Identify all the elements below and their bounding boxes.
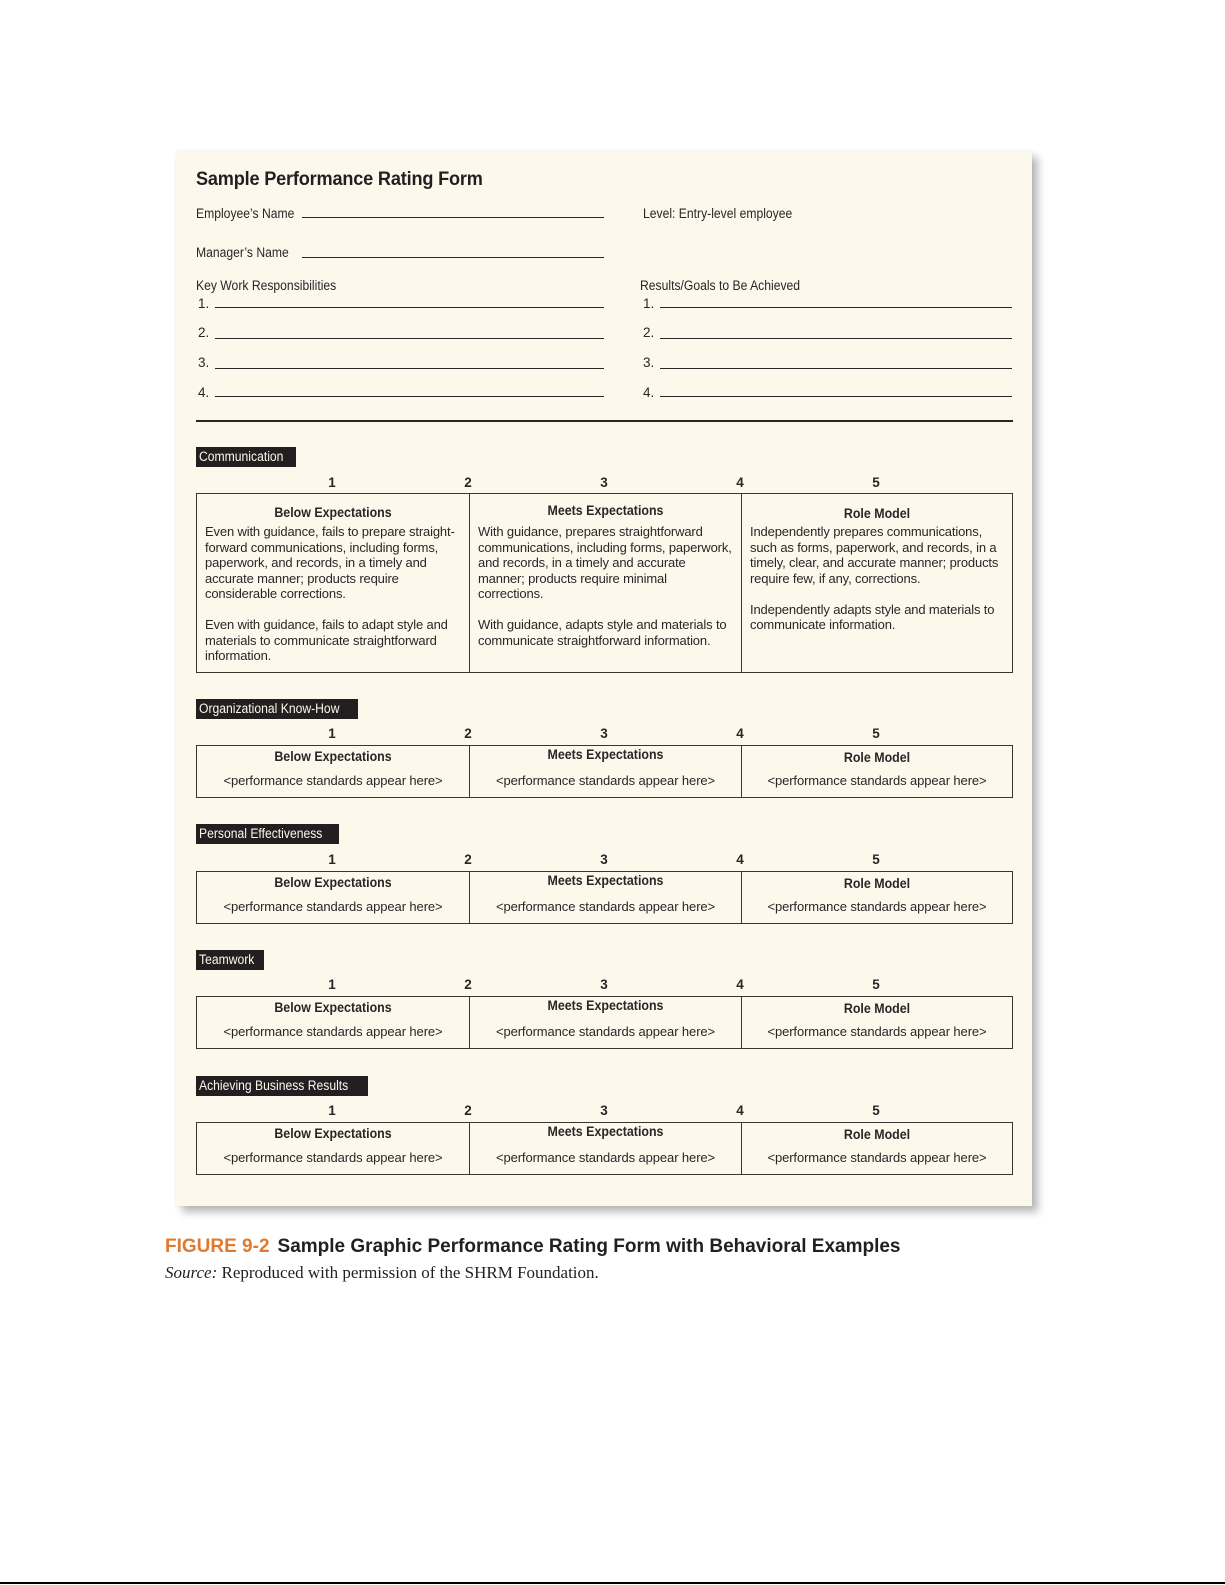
column-header: Below Expectations [274,1126,392,1141]
responsibility-field-1[interactable] [215,307,604,308]
goal-field-3[interactable] [660,368,1012,369]
responsibility-number: 3. [198,355,210,370]
column-header: Meets Expectations [547,998,664,1013]
responsibility-number: 1. [198,296,210,311]
column-role-model [741,746,1012,797]
rating-grid [196,745,1013,798]
rating-4[interactable]: 4 [736,1103,744,1118]
figure-title: Sample Graphic Performance Rating Form with Behavioral Examples [277,1236,901,1257]
column-below-expectations [197,746,469,797]
rating-grid [196,1122,1013,1175]
column-header: Below Expectations [274,749,392,764]
rating-2[interactable]: 2 [464,475,472,490]
rating-1[interactable]: 1 [328,852,336,867]
rating-grid [196,493,1013,673]
column-role-model [741,1123,1012,1174]
rating-grid [196,996,1013,1049]
rating-4[interactable]: 4 [736,977,744,992]
column-header: Below Expectations [274,875,392,890]
column-header: Meets Expectations [547,1124,664,1139]
rating-2[interactable]: 2 [464,1103,472,1118]
rating-5[interactable]: 5 [872,852,880,867]
rating-3[interactable]: 3 [600,475,608,490]
form-title: Sample Performance Rating Form [196,168,483,190]
performance-standards-placeholder: <performance standards appear here> [495,1024,716,1039]
column-header: Meets Expectations [547,503,664,518]
rating-3[interactable]: 3 [600,852,608,867]
rating-5[interactable]: 5 [872,475,880,490]
goal-field-2[interactable] [660,338,1012,339]
section-label: Organizational Know-How [196,699,358,719]
level-label: Level: Entry-level employee [643,206,793,221]
source-text: Reproduced with permission of the SHRM Foundation. [217,1263,599,1282]
column-meets-expectations [469,494,741,672]
goal-number: 3. [643,355,655,370]
rating-5[interactable]: 5 [872,1103,880,1118]
rating-1[interactable]: 1 [328,726,336,741]
goal-field-4[interactable] [660,396,1012,397]
column-header: Role Model [843,750,911,765]
responsibility-field-4[interactable] [215,396,604,397]
section-divider [196,420,1013,422]
rating-scale [196,726,1013,742]
rating-2[interactable]: 2 [464,977,472,992]
column-meets-expectations [469,746,741,797]
rating-3[interactable]: 3 [600,977,608,992]
behavior-example: Even with guidance, fails to adapt style and materials to communicate straightforward information. [205,617,448,663]
performance-standards-placeholder: <performance standards appear here> [495,773,716,788]
figure-source [165,1263,599,1283]
rating-3[interactable]: 3 [600,1103,608,1118]
column-meets-expectations [469,872,741,923]
rating-scale [196,475,1013,491]
column-header: Role Model [843,876,911,891]
performance-standards-placeholder: <performance standards appear here> [223,1150,443,1165]
goal-number: 1. [643,296,655,311]
performance-standards-placeholder: <performance standards appear here> [767,899,987,914]
goal-field-1[interactable] [660,307,1012,308]
responsibility-number: 2. [198,325,210,340]
results-label: Results/Goals to Be Achieved [640,278,801,293]
employee-name-field[interactable] [302,217,604,218]
key-work-label: Key Work Responsibilities [196,278,337,293]
section-label: Communication [196,447,296,467]
behavior-example: With guidance, prepares straightforward communications, including forms, paperwork, and records, in a timely and accurate manner; products require minimal corrections. [478,524,732,601]
column-role-model [741,997,1012,1048]
goal-number: 2. [643,325,655,340]
performance-standards-placeholder: <performance standards appear here> [767,773,987,788]
page-bottom-rule [0,1582,1225,1584]
column-meets-expectations [469,997,741,1048]
rating-grid [196,871,1013,924]
responsibility-number: 4. [198,385,210,400]
column-header: Below Expectations [274,1000,392,1015]
column-header: Role Model [843,1001,911,1016]
responsibility-field-3[interactable] [215,368,604,369]
rating-1[interactable]: 1 [328,977,336,992]
rating-4[interactable]: 4 [736,475,744,490]
behavior-example: Independently adapts style and materials to communicate information. [750,601,995,632]
column-header: Meets Expectations [547,747,664,762]
goal-number: 4. [643,385,655,400]
source-label: Source: [165,1263,218,1282]
rating-scale [196,852,1013,868]
column-below-expectations [197,1123,469,1174]
rating-1[interactable]: 1 [328,1103,336,1118]
performance-standards-placeholder: <performance standards appear here> [495,1150,716,1165]
rating-1[interactable]: 1 [328,475,336,490]
performance-standards-placeholder: <performance standards appear here> [223,773,443,788]
column-below-expectations [197,997,469,1048]
rating-3[interactable]: 3 [600,726,608,741]
column-role-model [741,494,1012,672]
figure-number: FIGURE 9-2 [165,1236,270,1257]
rating-5[interactable]: 5 [872,977,880,992]
column-below-expectations [197,872,469,923]
section-label: Achieving Business Results [196,1076,368,1096]
figure-caption [165,1236,901,1258]
performance-standards-placeholder: <performance standards appear here> [767,1024,987,1039]
performance-standards-placeholder: <performance standards appear here> [767,1150,987,1165]
section-label: Personal Effectiveness [196,824,339,844]
rating-2[interactable]: 2 [464,852,472,867]
column-meets-expectations [469,1123,741,1174]
performance-standards-placeholder: <performance standards appear here> [495,899,716,914]
behavior-example: With guidance, adapts style and materials to communicate straightforward information. [478,617,727,648]
rating-form-card [176,151,1032,1206]
section-label: Teamwork [196,950,264,970]
column-header: Meets Expectations [547,873,664,888]
rating-4[interactable]: 4 [736,852,744,867]
performance-standards-placeholder: <performance standards appear here> [223,1024,443,1039]
column-header: Role Model [843,1127,911,1142]
rating-2[interactable]: 2 [464,726,472,741]
manager-name-field[interactable] [302,257,604,258]
rating-scale [196,977,1013,993]
rating-scale [196,1103,1013,1119]
column-header: Role Model [843,506,911,521]
column-below-expectations [197,494,469,672]
performance-standards-placeholder: <performance standards appear here> [223,899,443,914]
employee-name-label: Employee’s Name [196,206,295,221]
behavior-example: Independently prepares communications, such as forms, paperwork, and records, in a timely, clear, and accurate manner; products require few, if any, corrections. [750,524,999,586]
manager-name-label: Manager’s Name [196,245,289,260]
rating-4[interactable]: 4 [736,726,744,741]
column-role-model [741,872,1012,923]
rating-5[interactable]: 5 [872,726,880,741]
behavior-example: Even with guidance, fails to prepare straight-forward communications, including forms, paperwork, and records, in a timely and accurate manner; products require considerable corrections. [205,524,455,601]
responsibility-field-2[interactable] [215,338,604,339]
column-header: Below Expectations [274,505,392,520]
